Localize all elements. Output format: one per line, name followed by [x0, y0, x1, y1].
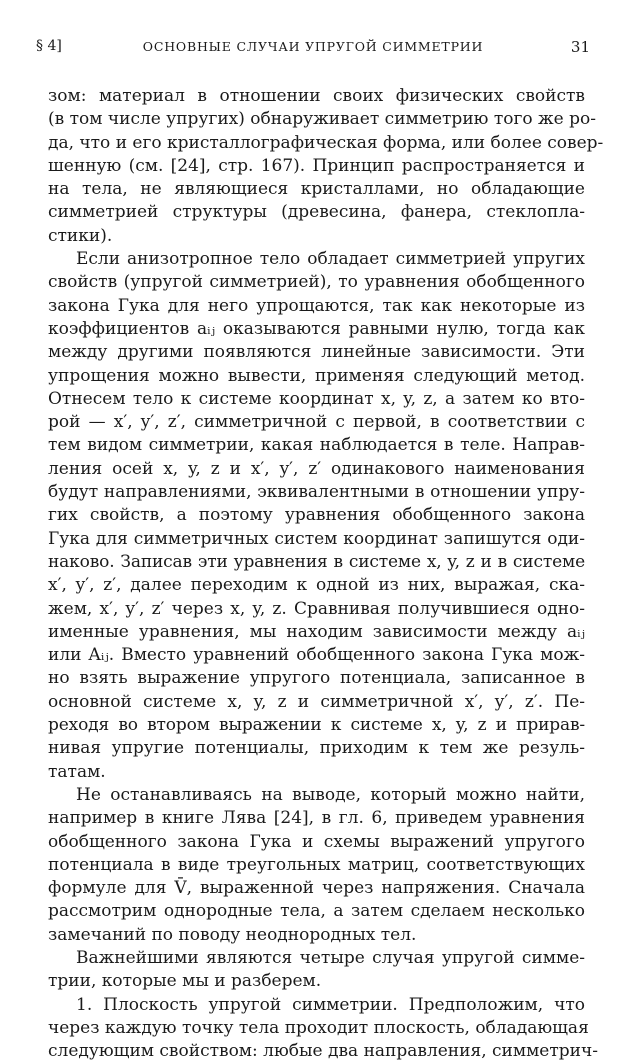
text-line: или Aᵢⱼ. Вместо уравнений обобщенного закона Гука мож-: [48, 645, 585, 666]
text-line: жем, x′, y′, z′ через x, y, z. Сравнивая получившиеся одно-: [48, 598, 585, 619]
text-line: свойств (упругой симметрией), то уравнения обобщенного: [48, 272, 585, 293]
text-line: наково. Записав эти уравнения в системе x, y, z и в системе: [48, 551, 585, 572]
text-line: обобщенного закона Гука и схемы выражений упругого: [48, 831, 585, 852]
text-line: Гука для симметричных систем координат запишутся оди-: [48, 528, 585, 549]
body-text: [48, 85, 604, 1063]
paragraph-first-line: Важнейшими являются четыре случая упругой симме-: [76, 947, 585, 968]
text-line: потенциала в виде треугольных матриц, соответствующих: [48, 854, 585, 875]
text-line: именные уравнения, мы находим зависимости между aᵢⱼ: [48, 621, 585, 642]
text-line: основной системе x, y, z и симметричной x′, y′, z′. Пе-: [48, 691, 585, 712]
text-line: реходя во втором выражении к системе x, y, z и прирав-: [48, 715, 585, 736]
text-line: тем видом симметрии, какая наблюдается в теле. Направ-: [48, 435, 585, 456]
text-line: татам.: [48, 761, 106, 782]
text-line: но взять выражение упругого потенциала, записанное в: [48, 668, 585, 689]
paragraph-first-line: Не останавливаясь на выводе, который можно найти,: [76, 784, 585, 805]
text-line: шенную (см. [24], стр. 167). Принцип распространяется и: [48, 155, 585, 176]
text-line: стики).: [48, 225, 113, 246]
text-line: следующим свойством: любые два направления, симметрич-: [48, 1041, 598, 1062]
text-line: рассмотрим однородные тела, а затем сделаем несколько: [48, 901, 585, 922]
text-line: через каждую точку тела проходит плоскость, обладающая: [48, 1017, 589, 1038]
text-line: формуле для V̄, выраженной через напряжения. Сначала: [48, 878, 585, 899]
text-line: на тела, не являющиеся кристаллами, но обладающие: [48, 179, 585, 200]
text-line: рой — x′, y′, z′, симметричной с первой, в соответствии с: [48, 412, 585, 433]
text-line: будут направлениями, эквивалентными в отношении упру-: [48, 482, 585, 503]
running-header: [36, 38, 590, 58]
text-line: да, что и его кристаллографическая форма, или более совер-: [48, 132, 604, 153]
text-line: x′, y′, z′, далее переходим к одной из них, выражая, ска-: [48, 575, 585, 596]
paragraph-first-line: Если анизотропное тело обладает симметрией упругих: [76, 249, 585, 270]
page-number: 31: [570, 38, 590, 56]
text-line: нивая упругие потенциалы, приходим к тем же резуль-: [48, 738, 585, 759]
text-line: коэффициентов aᵢⱼ оказываются равными нулю, тогда как: [48, 318, 585, 339]
section-marker: § 4]: [36, 38, 62, 54]
text-line: между другими появляются линейные зависимости. Эти: [48, 342, 585, 363]
text-line: Отнесем тело к системе координат x, y, z, а затем ко вто-: [48, 388, 585, 409]
text-line: трии, которые мы и разберем.: [48, 971, 322, 992]
text-line: ления осей x, y, z и x′, y′, z′ одинакового наименования: [48, 458, 585, 479]
text-line: (в том числе упругих) обнаруживает симметрию того же ро-: [48, 109, 597, 130]
text-line: закона Гука для него упрощаются, так как некоторые из: [48, 295, 585, 316]
text-line: упрощения можно вывести, применяя следующий метод.: [48, 365, 585, 386]
text-line: замечаний по поводу неоднородных тел.: [48, 924, 417, 945]
text-line: гих свойств, а поэтому уравнения обобщенного закона: [48, 505, 585, 526]
text-line: например в книге Лява [24], в гл. 6, приведем уравнения: [48, 808, 585, 829]
running-title: ОСНОВНЫЕ СЛУЧАИ УПРУГОЙ СИММЕТРИИ: [142, 39, 484, 54]
text-line: зом: материал в отношении своих физических свойств: [48, 86, 585, 106]
text-line: симметрией структуры (древесина, фанера, стеклопла-: [48, 202, 585, 223]
paragraph-first-line: 1. Плоскость упругой симметрии. Предположим, что: [76, 994, 585, 1015]
